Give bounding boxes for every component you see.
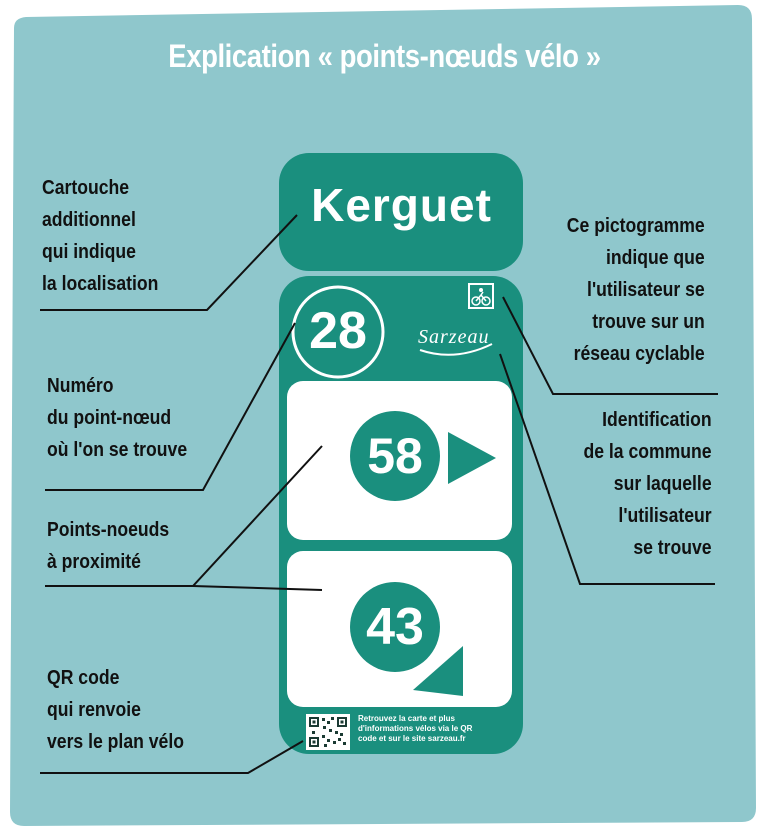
annotation-identification [584, 404, 712, 564]
qr-code-icon [306, 714, 350, 750]
annotation-line: Identification [602, 409, 712, 431]
annotation-line: à proximité [47, 551, 141, 573]
annotation-line: Points-noeuds [47, 519, 170, 541]
annotation-pictogramme [567, 210, 705, 370]
annotation-proximite [47, 514, 169, 578]
annotation-line: qui renvoie [47, 699, 141, 721]
bicycle-pictogram-icon [469, 284, 493, 308]
annotation-line: additionnel [42, 209, 136, 231]
qr-info-text [358, 714, 508, 744]
qr-info-line: d'informations vélos via le QR [358, 724, 473, 733]
annotation-line: vers le plan vélo [47, 731, 184, 753]
annotation-cartouche [42, 172, 158, 300]
annotation-line: Ce pictogramme [567, 215, 705, 237]
annotation-line: réseau cyclable [573, 343, 705, 365]
annotation-line: l'utilisateur [618, 505, 712, 527]
annotation-line: qui indique [42, 241, 136, 263]
qr-info-line: Retrouvez la carte et plus [358, 714, 455, 723]
annotation-line: de la commune [583, 441, 712, 463]
annotation-numero [47, 370, 187, 466]
annotation-line: se trouve [633, 537, 712, 559]
annotation-qrcode [47, 662, 184, 758]
annotation-line: du point-nœud [47, 407, 172, 429]
annotation-line: indique que [606, 247, 705, 269]
annotation-line: la localisation [42, 273, 159, 295]
location-name: Kerguet [311, 179, 492, 231]
nearby-node-number-1: 58 [367, 428, 423, 484]
qr-info-line: code et sur le site sarzeau.fr [358, 734, 466, 743]
annotation-line: où l'on se trouve [47, 439, 188, 461]
annotation-line: trouve sur un [592, 311, 705, 333]
annotation-line: Numéro [47, 375, 114, 397]
annotation-line: QR code [47, 667, 120, 689]
commune-brand: Sarzeau [418, 326, 490, 348]
annotation-line: sur laquelle [614, 473, 712, 495]
current-node-number: 28 [309, 302, 367, 360]
annotation-line: l'utilisateur se [587, 279, 705, 301]
annotation-line: Cartouche [42, 177, 130, 199]
page-title: Explication « points-nœuds vélo » [168, 38, 601, 74]
nearby-node-number-2: 43 [366, 598, 424, 656]
